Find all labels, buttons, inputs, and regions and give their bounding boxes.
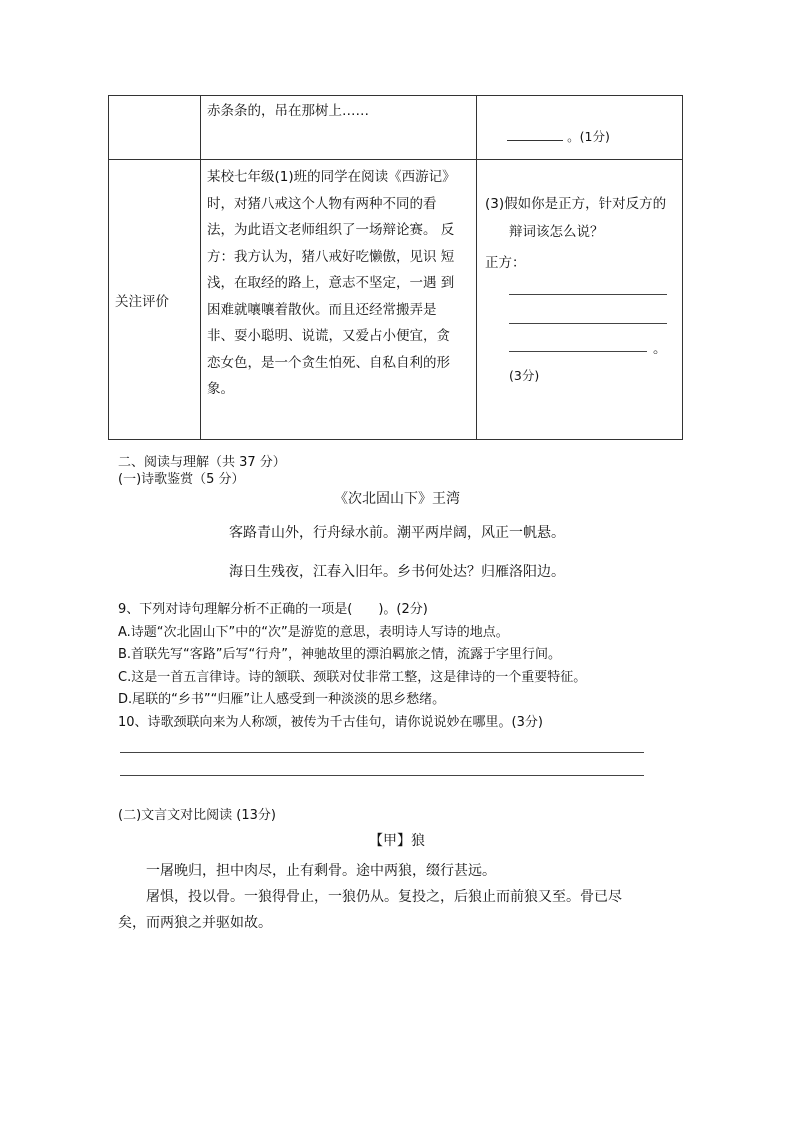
question-table (108, 95, 683, 440)
debate-line: 某校七年级(1)班的同学在阅读《西游记》 (207, 169, 456, 185)
debate-line: 非、耍小聪明、说谎，又爱占小便宜，贪 (207, 328, 450, 344)
question-cell (477, 160, 683, 440)
option-b[interactable]: B.首联先写“客路”后写“行舟”，神驰故里的漂泊羁旅之情，流露于字里行间。 (118, 647, 561, 662)
row-label: 关注评价 (109, 160, 201, 440)
answer-end: 。 (653, 341, 667, 357)
score-text: 。(1分) (567, 129, 610, 144)
debate-line: 法，为此语文老师组织了一场辩论赛。 反 (207, 222, 455, 238)
debate-cell (201, 160, 477, 440)
excerpt-text: 赤条条的，吊在那树上…… (207, 103, 369, 119)
answer-line[interactable] (509, 294, 667, 295)
row-label-empty (109, 96, 201, 160)
passage-paragraph: 屠惧，投以骨。一狼得骨止，一狼仍从。复投之，后狼止而前狼又至。骨已尽 (146, 889, 622, 905)
debate-line: 时，对猪八戒这个人物有两种不同的看 (207, 195, 437, 212)
debate-line: 象。 (207, 381, 234, 397)
poem-title: 《次北固山下》王湾 (334, 491, 460, 507)
answer-line[interactable] (509, 351, 647, 352)
question-line: (3)假如你是正方，针对反方的 (485, 196, 667, 212)
option-c[interactable]: C.这是一首五言律诗。诗的颔联、颈联对仗非常工整，这是律诗的一个重要特征。 (118, 670, 587, 685)
subsection-heading: (二)文言文对比阅读 (13分) (118, 808, 276, 823)
answer-line[interactable] (120, 775, 644, 776)
debate-line: 困难就嚷嚷着散伙。而且还经常搬弄是 (207, 301, 437, 318)
debate-line: 浅，在取经的路上，意志不坚定，一遇 到 (207, 275, 455, 291)
answer-line[interactable] (509, 323, 667, 324)
subsection-heading: (一)诗歌鉴赏（5 分） (118, 472, 245, 487)
option-d[interactable]: D.尾联的“乡书”“归雁”让人感受到一种淡淡的思乡愁绪。 (118, 692, 446, 707)
answer-label: 正方： (485, 255, 526, 271)
question-10-stem: 10、诗歌颈联向来为人称颂，被传为千古佳句，请你说说妙在哪里。(3分) (118, 715, 543, 730)
poem-line: 海日生残夜，江春入旧年。乡书何处达？归雁洛阳边。 (229, 564, 565, 580)
debate-line: 方：我方认为，猪八戒好吃懒傲，见识 短 (207, 248, 455, 265)
table-row (109, 96, 683, 160)
passage-title: 【甲】狼 (369, 833, 425, 849)
debate-line: 恋女色，是一个贪生怕死、自私自利的形 (207, 354, 450, 371)
question-9-stem: 9、下列对诗句理解分析不正确的一项是( )。(2分) (118, 602, 428, 617)
passage-paragraph: 一屠晚归，担中肉尽，止有剩骨。途中两狼，缀行甚远。 (146, 863, 496, 879)
option-a[interactable]: A.诗题“次北固山下”中的“次”是游览的意思，表明诗人写诗的地点。 (118, 625, 509, 640)
answer-cell (477, 96, 683, 160)
score-text: (3分) (509, 368, 540, 383)
question-line: 辩词该怎么说？ (509, 224, 604, 240)
answer-line[interactable] (120, 752, 644, 753)
passage-paragraph: 矣，而两狼之并驱如故。 (118, 915, 272, 931)
excerpt-cell (201, 96, 477, 160)
poem-line: 客路青山外，行舟绿水前。潮平两岸阔，风正一帆悬。 (229, 525, 565, 541)
table-row (109, 160, 683, 440)
answer-blank[interactable] (507, 126, 563, 141)
section-heading: 二、阅读与理解（共 37 分） (118, 455, 286, 470)
debate-text (201, 160, 476, 403)
